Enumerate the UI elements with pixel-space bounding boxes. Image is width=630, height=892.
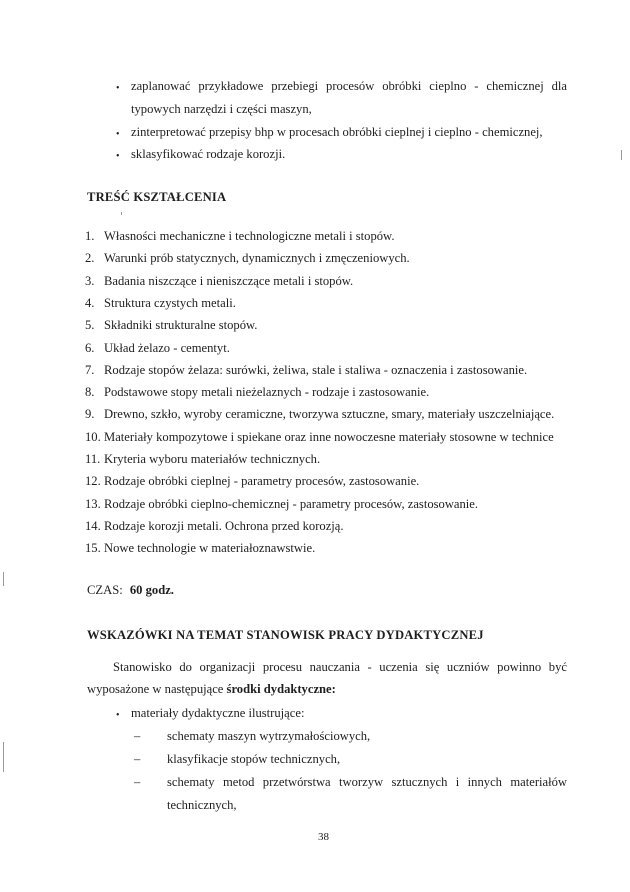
bullet-icon: •: [116, 83, 120, 94]
list-item-number: 12.: [85, 474, 101, 488]
list-item: Drewno, szkło, wyroby ceramiczne, tworzywa sztuczne, smary, materiały uszczelniające.: [104, 407, 555, 421]
bullet-icon: •: [116, 710, 120, 721]
page-number: 38: [318, 831, 329, 843]
bullet-icon: •: [116, 151, 120, 162]
goal-item-1-line1: zaplanować przykładowe przebiegi procesów obróbki cieplno - chemicznej dla: [131, 79, 567, 93]
czas-label: CZAS:: [87, 583, 123, 597]
dash-item-3: schematy metod przetwórstwa tworzyw sztucznych i innych materiałów: [167, 775, 567, 789]
dash-icon: –: [134, 775, 141, 789]
dash-item-2: klasyfikacje stopów technicznych,: [167, 752, 341, 766]
wskazowki-paragraph-line2: [87, 682, 336, 697]
bullet-icon: •: [116, 129, 120, 140]
list-item-number: 1.: [85, 229, 95, 243]
list-item: Własności mechaniczne i technologiczne metali i stopów.: [104, 229, 395, 243]
list-item-number: 9.: [85, 407, 95, 421]
goal-item-3: sklasyfikować rodzaje korozji.: [131, 147, 286, 161]
list-item: Struktura czystych metali.: [104, 296, 236, 310]
list-item: Rodzaje stopów żelaza: surówki, żeliwa, stale i staliwa - oznaczenia i zastosowanie.: [104, 363, 528, 377]
list-item-number: 13.: [85, 497, 101, 511]
list-item-number: 15.: [85, 541, 101, 555]
dash-icon: –: [134, 752, 141, 766]
paragraph-text: wyposażone w następujące: [87, 682, 224, 696]
dash-item-3-continuation: technicznych,: [167, 798, 237, 812]
section-heading-tresc: TREŚĆ KSZTAŁCENIA: [87, 190, 227, 204]
wskazowki-paragraph-line1: Stanowisko do organizacji procesu nauczania - uczenia się uczniów powinno być: [113, 660, 567, 674]
list-item-number: 6.: [85, 341, 95, 355]
list-item: Badania niszczące i nieniszczące metali i stopów.: [104, 274, 354, 288]
scan-speck: [621, 150, 622, 160]
dash-icon: –: [134, 729, 141, 743]
section-heading-wskazowki: WSKAZÓWKI NA TEMAT STANOWISK PRACY DYDAKTYCZNEJ: [87, 628, 484, 642]
list-item: Kryteria wyboru materiałów technicznych.: [104, 452, 321, 466]
list-item: Rodzaje korozji metali. Ochrona przed korozją.: [104, 519, 344, 533]
list-item: Układ żelazo - cementyt.: [104, 341, 230, 355]
scan-speck: [121, 212, 122, 215]
list-item-number: 11.: [85, 452, 101, 466]
list-item-number: 5.: [85, 318, 95, 332]
list-item-number: 10.: [85, 430, 101, 444]
list-item-number: 2.: [85, 251, 95, 265]
scan-speck: [3, 742, 4, 772]
czas-value: 60 godz.: [129, 583, 174, 597]
wskazowki-bullet-item: materiały dydaktyczne ilustrujące:: [131, 706, 305, 720]
list-item: Rodzaje obróbki cieplno-chemicznej - parametry procesów, zastosowanie.: [104, 497, 479, 511]
list-item-number: 14.: [85, 519, 101, 533]
paragraph-bold-text: środki dydaktyczne:: [226, 682, 336, 696]
scan-speck: [3, 572, 4, 586]
list-item: Materiały kompozytowe i spiekane oraz inne nowoczesne materiały stosowne w technice: [104, 430, 554, 444]
list-item-number: 8.: [85, 385, 95, 399]
goal-item-2: zinterpretować przepisy bhp w procesach obróbki cieplnej i cieplno - chemicznej,: [131, 125, 543, 139]
list-item-number: 7.: [85, 363, 95, 377]
list-item: Składniki strukturalne stopów.: [104, 318, 258, 332]
goal-item-1-line2: typowych narzędzi i części maszyn,: [131, 102, 312, 116]
list-item: Nowe technologie w materiałoznawstwie.: [104, 541, 316, 555]
list-item: Warunki prób statycznych, dynamicznych i zmęczeniowych.: [104, 251, 410, 265]
list-item-number: 4.: [85, 296, 95, 310]
list-item: Rodzaje obróbki cieplnej - parametry procesów, zastosowanie.: [104, 474, 420, 488]
list-item-number: 3.: [85, 274, 95, 288]
dash-item-1: schematy maszyn wytrzymałościowych,: [167, 729, 371, 743]
list-item: Podstawowe stopy metali nieżelaznych - rodzaje i zastosowanie.: [104, 385, 430, 399]
czas-line: [87, 583, 174, 598]
